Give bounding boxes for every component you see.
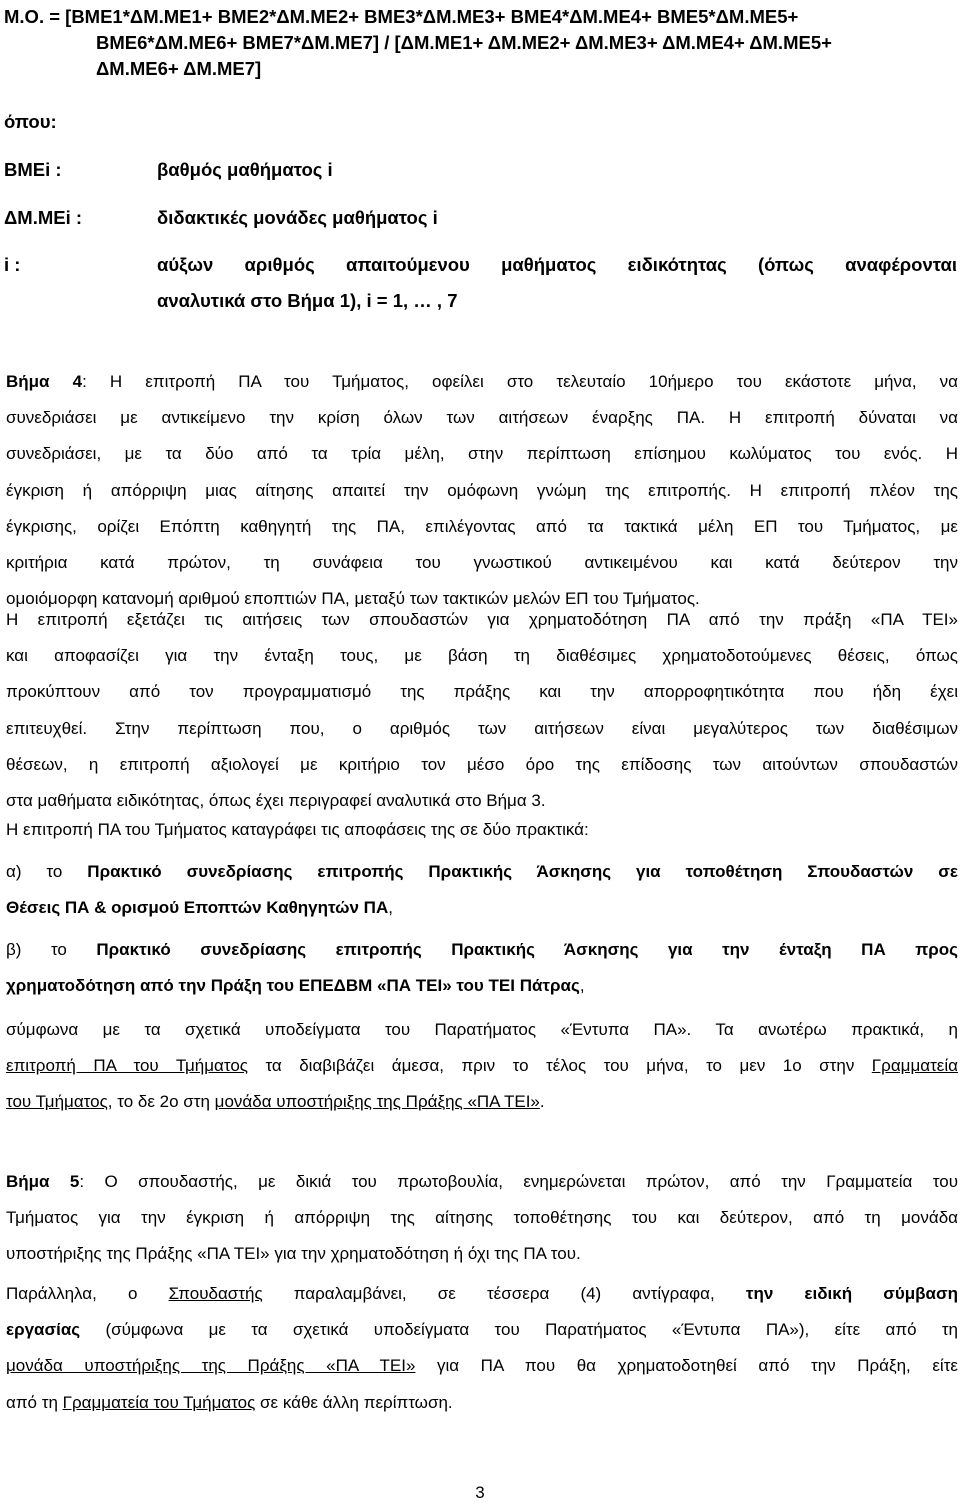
contract-line-1-b: παραλαμβάνει, σε τέσσερα (4) αντίγραφα, [262, 1284, 746, 1303]
step4-heading: Βήμα 4 [6, 372, 83, 391]
contract-line-2-text: (σύμφωνα με τα σχετικά υποδείγματα του Παρατήματος «Έντυπα ΠΑ»), είτε από τη [80, 1320, 958, 1340]
step4-line-6: κριτήρια κατά πρώτον, τη συνάφεια του γνωστικού αντικειμένου και κατά δεύτερον την [6, 553, 958, 573]
dme-label: ΔΜ.ΜΕi : [4, 207, 83, 228]
department-secretariat-link[interactable]: Γραμματεία του Τμήματος [62, 1392, 256, 1412]
funding-line-1: Η επιτροπή εξετάζει τις αιτήσεις των σπουδαστών για χρηματοδότηση ΠΑ από την πράξη «ΠΑ ΤΕΙ» [6, 610, 958, 629]
minutes-intro-text: Η επιτροπή ΠΑ του Τμήματος καταγράφει τις αποφάσεις της σε δύο πρακτικά: [6, 820, 589, 839]
student-link[interactable]: Σπουδαστής [168, 1284, 263, 1303]
i-definition-line-1: αύξων αριθμός απαιτούμενου μαθήματος ειδικότητας (όπως αναφέρονται [157, 254, 957, 275]
contract-line-4-a: από τη [6, 1392, 63, 1412]
minutes-item-b [6, 932, 958, 1004]
dme-definition: διδακτικές μονάδες μαθήματος i [157, 207, 438, 228]
support-unit-link[interactable]: μονάδα υποστήριξης της Πράξης «ΠΑ ΤΕΙ» [214, 1092, 540, 1112]
formula-line-1: Μ.Ο. = [ΒΜΕ1*ΔΜ.ΜΕ1+ ΒΜΕ2*ΔΜ.ΜΕ2+ ΒΜΕ3*ΔΜ.ΜΕ3+ ΒΜΕ4*ΔΜ.ΜΕ4+ ΒΜΕ5*ΔΜ.ΜΕ5+ [4, 6, 799, 27]
formula-line-2: ΒΜΕ6*ΔΜ.ΜΕ6+ ΒΜΕ7*ΔΜ.ΜΕ7] / [ΔΜ.ΜΕ1+ ΔΜ.ΜΕ2+ ΔΜ.ΜΕ3+ ΔΜ.ΜΕ4+ ΔΜ.ΜΕ5+ [96, 32, 832, 53]
contract-paragraph [6, 1276, 958, 1421]
department-link[interactable]: του Τμήματος [6, 1092, 108, 1112]
item-b-title-line-2: χρηματοδότηση από την Πράξη του ΕΠΕΔΒΜ «ΠΑ ΤΕΙ» του ΤΕΙ Πάτρας [6, 976, 580, 996]
contract-title-part-2: εργασίας [6, 1320, 81, 1340]
where-label: όπου: [4, 111, 57, 132]
templates-line-3-end: . [539, 1092, 545, 1112]
item-a-title-line-2: Θέσεις ΠΑ & ορισμού Εποπτών Καθηγητών ΠΑ [6, 898, 389, 918]
bme-definition: βαθμός μαθήματος i [157, 159, 333, 180]
formula-line-3: ΔΜ.ΜΕ6+ ΔΜ.ΜΕ7] [96, 58, 262, 79]
contract-line-4-b: σε κάθε άλλη περίπτωση. [255, 1392, 453, 1412]
page-number: 3 [475, 1483, 485, 1502]
support-unit-link-2[interactable]: μονάδα υποστήριξης της Πράξης «ΠΑ ΤΕΙ» [6, 1356, 416, 1376]
minutes-item-a [6, 854, 958, 926]
i-label: i : [4, 254, 21, 275]
step4-line-5: έγκρισης, ορίζει Επόπτη καθηγητή της ΠΑ, επιλέγοντας από τα τακτικά μέλη ΕΠ του Τμήματος, με [6, 516, 958, 536]
contract-title-part-1: την ειδική σύμβαση [745, 1284, 958, 1303]
item-a-title-line-1: Πρακτικό συνεδρίασης επιτροπής Πρακτικής Άσκησης για τοποθέτηση Σπουδαστών σε [87, 862, 958, 881]
templates-line-2-text: τα διαβιβάζει άμεσα, πριν το τέλος του μήνα, το μεν 1ο στην [247, 1056, 872, 1076]
templates-line-3-text: , το δε 2ο στη [107, 1092, 215, 1112]
step4-line-7: ομοιόμορφη κατανομή αριθμού εποπτιών ΠΑ, μεταξύ των τακτικών μελών ΕΠ του Τμήματος. [6, 589, 700, 609]
secretariat-link[interactable]: Γραμματεία [871, 1056, 958, 1076]
item-b-title-line-1: Πρακτικό συνεδρίασης επιτροπής Πρακτικής Άσκησης για την ένταξη ΠΑ προς [96, 940, 958, 959]
bme-label: ΒΜΕi : [4, 159, 62, 180]
step4-line-2: συνεδριάσει με αντικείμενο την κρίση όλων των αιτήσεων έναρξης ΠΑ. Η επιτροπή δύναται να [6, 408, 958, 428]
committee-link[interactable]: επιτροπή ΠΑ του Τμήματος [6, 1056, 248, 1076]
funding-paragraph [6, 602, 958, 819]
item-a-prefix: α) το [6, 862, 88, 881]
funding-line-2: και αποφασίζει για την ένταξη τους, με βάση τη διαθέσιμες χρηματοδοτούμενες θέσεις, όπως [6, 646, 958, 666]
step4-paragraph [6, 364, 958, 617]
templates-paragraph [6, 1012, 958, 1121]
step5-heading: Βήμα 5 [6, 1172, 80, 1191]
contract-line-3-text: για ΠΑ που θα χρηματοδοτηθεί από την Πράξη, είτε [415, 1356, 958, 1376]
step5-line-2: Τμήματος για την έγκριση ή απόρριψη της αίτησης τοποθέτησης του και δεύτερον, από τη μονάδα [6, 1208, 958, 1228]
step5-paragraph [6, 1164, 958, 1273]
funding-line-5: θέσεων, η επιτροπή αξιολογεί με κριτήριο τον μέσο όρο της επίδοσης των αιτούντων σπουδαστών [6, 754, 958, 774]
item-a-suffix: , [388, 898, 393, 918]
item-b-prefix: β) το [6, 940, 97, 959]
step5-line-3: υποστήριξης της Πράξης «ΠΑ ΤΕΙ» για την χρηματοδότηση ή όχι της ΠΑ του. [6, 1244, 581, 1264]
i-definition-line-2: αναλυτικά στο Βήμα 1), i = 1, … , 7 [157, 290, 458, 311]
average-formula [4, 4, 954, 82]
funding-line-3: προκύπτουν από τον προγραμματισμό της πράξης και την απορροφητικότητα που ήδη έχει [6, 682, 958, 702]
templates-line-1: σύμφωνα με τα σχετικά υποδείγματα του Παρατήματος «Έντυπα ΠΑ». Τα ανωτέρω πρακτικά, η [6, 1020, 958, 1039]
funding-line-4: επιτευχθεί. Στην περίπτωση που, ο αριθμός των αιτήσεων είναι μεγαλύτερος των διαθέσιμων [6, 718, 958, 738]
step4-line-4: έγκριση ή απόρριψη μιας αίτησης απαιτεί την ομόφωνη γνώμη της επιτροπής. Η επιτροπή πλέον της [6, 480, 958, 500]
minutes-intro [6, 812, 958, 848]
item-b-suffix: , [579, 976, 585, 996]
contract-line-1-a: Παράλληλα, ο [6, 1284, 169, 1303]
step4-line-1: : Η επιτροπή ΠΑ του Τμήματος, οφείλει στο τελευταίο 10ήμερο του εκάστοτε μήνα, να [82, 372, 958, 391]
funding-line-6: στα μαθήματα ειδικότητας, όπως έχει περιγραφεί αναλυτικά στο Βήμα 3. [6, 791, 546, 811]
step4-line-3: συνεδριάσει, με τα δύο από τα τρία μέλη, στην περίπτωση επίσημου κωλύματος του ενός. Η [6, 444, 958, 464]
step5-line-1: : Ο σπουδαστής, με δικιά του πρωτοβουλία, ενημερώνεται πρώτον, από την Γραμματεία του [79, 1172, 958, 1191]
i-definition [157, 247, 957, 319]
